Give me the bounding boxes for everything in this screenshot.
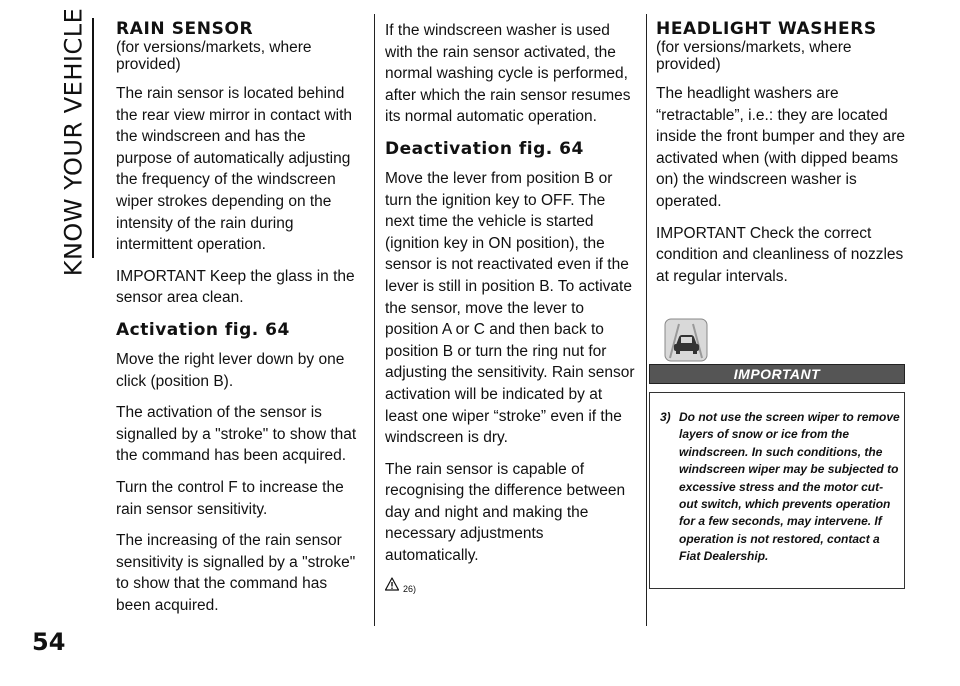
deactivation-heading: Deactivation fig. 64 (385, 138, 584, 159)
warning-triangle-icon (385, 577, 399, 591)
column-divider (646, 14, 647, 626)
day-night-recognition: The rain sensor is capable of recognising the difference between day and night and making the necessary adjustments automatically. (385, 460, 626, 565)
column-divider (374, 14, 375, 626)
headlight-washers-subheading: (for versions/markets, where provided) (656, 39, 852, 73)
rain-sensor-subheading: (for versions/markets, where provided) (116, 39, 312, 73)
side-section-title (58, 7, 88, 277)
activation-heading: Activation fig. 64 (116, 319, 290, 340)
rain-sensor-important: IMPORTANT Keep the glass in the sensor area clean. (116, 267, 355, 307)
side-divider (92, 18, 94, 258)
activation-step: Move the right lever down by one click (position B). (116, 350, 345, 390)
activation-signal: The activation of the sensor is signalled by a "stroke" to show that the command has been acquired. (116, 404, 357, 465)
rain-sensor-heading: RAIN SENSOR (116, 19, 254, 39)
headlight-washers-heading: HEADLIGHT WASHERS (656, 19, 877, 39)
section-title-text: KNOW YOUR VEHICLE (59, 7, 87, 277)
car-on-road-icon (664, 318, 708, 362)
page-number: 54 (32, 628, 66, 656)
headlight-washers-important: IMPORTANT Check the correct condition and cleanliness of nozzles at regular intervals. (656, 224, 904, 285)
deactivation-description: Move the lever from position B or turn the ignition key to OFF. The next time the vehicle is started (ignition key in ON position), the sensor is not reactivated even if the lever is still in position B. To activate the sensor, move the lever to position A or C and then back to position B or turn the ring nut for adjusting the sensitivity. Rain sensor activation will be indicated by at least one wiper “stroke” even if the windscreen is dry. (385, 169, 635, 447)
headlight-washers-description: The headlight washers are “retractable”, i.e.: they are located inside the front bumper and they are activated when (with dipped beams on) the windscreen washer is operated. (656, 85, 906, 210)
important-notice-box (649, 392, 905, 589)
column-rain-sensor (116, 20, 362, 626)
sensitivity-signal: The increasing of the rain sensor sensitivity is signalled by a "stroke" to show that the command has been acquired. (116, 532, 356, 614)
washer-with-sensor: If the windscreen washer is used with the rain sensor activated, the normal washing cycle is performed, after which the rain sensor resumes its normal automatic operation. (385, 22, 631, 126)
important-label: IMPORTANT (649, 364, 905, 384)
rain-sensor-description: The rain sensor is located behind the rear view mirror in contact with the windscreen and has the purpose of automatically adjusting the frequency of the windscreen wiper strokes depending on the intensity of the rain during intermittent operation. (116, 85, 353, 254)
warning-note-ref (385, 577, 637, 595)
column-rain-sensor-continued (385, 20, 637, 595)
important-notice (660, 409, 900, 566)
important-text: Do not use the screen wiper to remove layers of snow or ice from the windscreen. In such conditions, the windscreen wiper may be subjected to excessive stress and the motor cut-out switch, which prevents operation for a few seconds, may intervene. If operation is not restored, contact a Fiat Dealership. (679, 410, 900, 564)
column-headlight-washers (656, 20, 910, 297)
sensitivity-control: Turn the control F to increase the rain sensor sensitivity. (116, 478, 344, 518)
important-number: 3) (660, 410, 671, 424)
note-reference: 26) (403, 583, 417, 594)
